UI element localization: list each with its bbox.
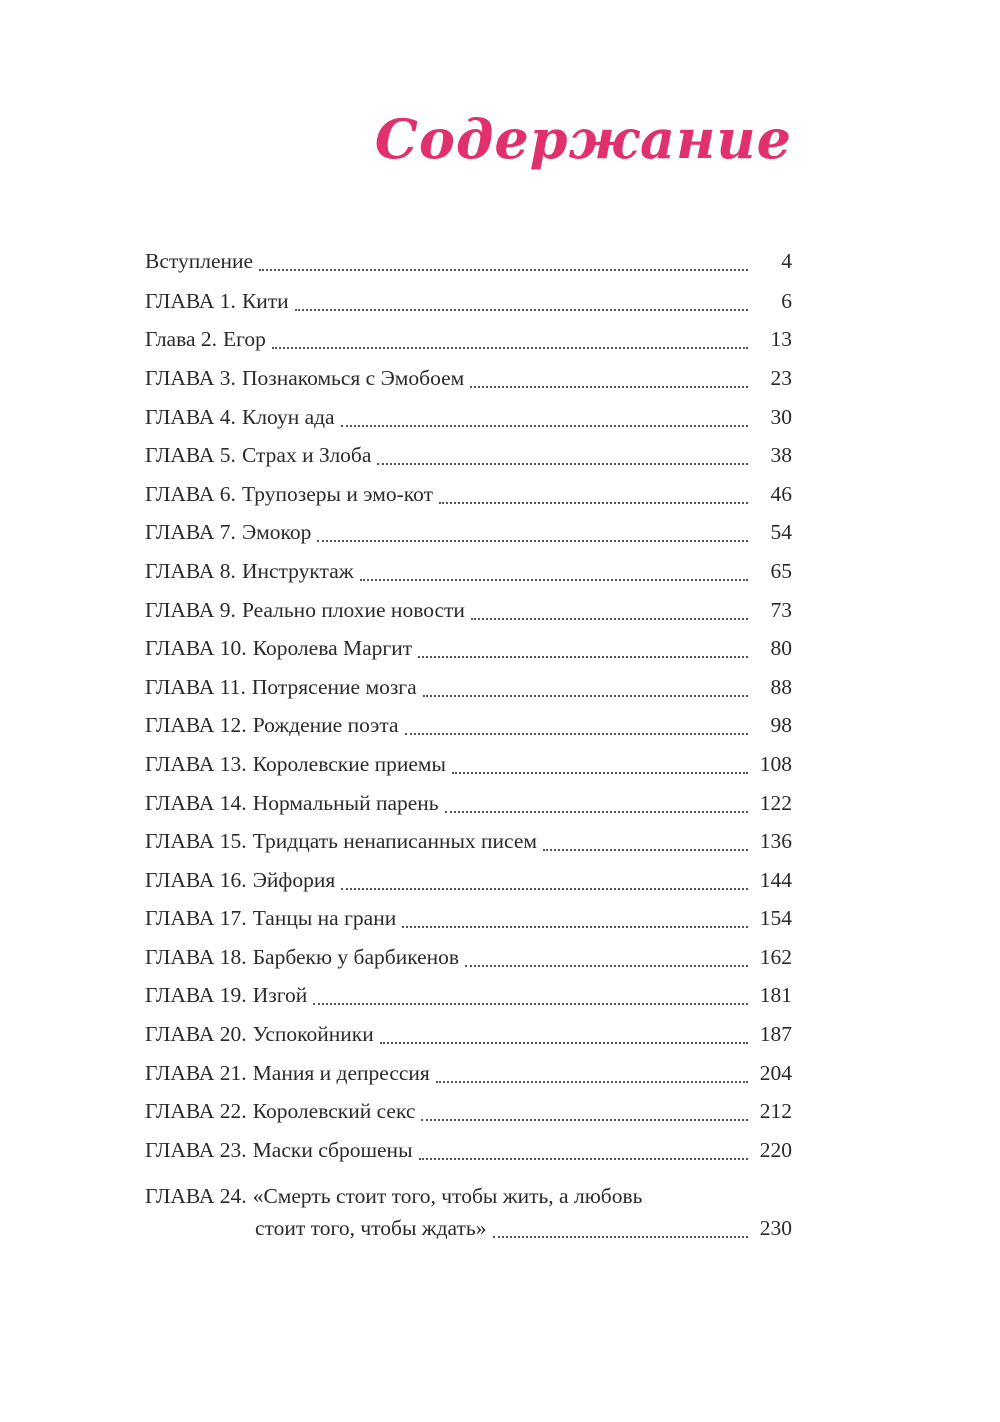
chapter-title: Тридцать ненаписанных писем [252, 829, 537, 854]
chapter-label [145, 366, 464, 391]
chapter-title: Успокойники [252, 1022, 374, 1047]
toc-entry-20[interactable] [145, 1015, 792, 1054]
chapter-number: ГЛАВА 4. [145, 404, 236, 429]
chapter-number: ГЛАВА 16. [145, 867, 247, 892]
page-number: 181 [759, 983, 792, 1008]
chapter-number: ГЛАВА 9. [145, 597, 236, 622]
chapter-number: ГЛАВА 13. [145, 751, 247, 776]
chapter-title: Рождение поэта [252, 713, 399, 738]
chapter-number: ГЛАВА 22. [145, 1099, 247, 1124]
chapter-title: Страх и Злоба [241, 443, 372, 468]
page-number: 212 [759, 1099, 792, 1124]
chapter-label [145, 675, 417, 700]
dot-leader [259, 248, 748, 271]
chapter-title: Трупозеры и эмо-кот [241, 481, 433, 506]
chapter-number: ГЛАВА 14. [145, 790, 247, 815]
chapter-title: Эйфория [252, 867, 336, 892]
chapter-number: ГЛАВА 5. [145, 443, 236, 468]
page-number: 187 [759, 1022, 792, 1047]
toc-entry-18[interactable] [145, 938, 792, 977]
chapter-title: Королева Маргит [252, 636, 413, 661]
chapter-label [145, 559, 354, 584]
toc-entry-24[interactable] [145, 1170, 792, 1246]
page-number: 136 [759, 829, 792, 854]
page-number: 154 [759, 906, 792, 931]
chapter-number: ГЛАВА 10. [145, 636, 247, 661]
chapter-label [145, 598, 465, 623]
page-number: 4 [781, 249, 792, 273]
chapter-label [145, 482, 433, 507]
chapter-title: Эмокор [241, 520, 312, 545]
page-number: 230 [759, 1216, 792, 1241]
dot-leader [360, 558, 748, 581]
chapter-title: Клоун ада [241, 404, 335, 429]
page-number: 23 [770, 365, 792, 390]
chapter-title: Королевский секс [252, 1099, 416, 1124]
chapter-number: ГЛАВА 24. [145, 1184, 247, 1209]
dot-leader [402, 905, 748, 928]
chapter-title: Королевские приемы [252, 751, 446, 776]
chapter-label [145, 868, 335, 893]
chapter-title: Барбекю у барбикенов [252, 944, 460, 969]
chapter-label [145, 405, 335, 430]
page-title: Содержание [374, 107, 792, 171]
dot-leader [341, 867, 748, 890]
page-number: 65 [770, 558, 792, 583]
chapter-title: Нормальный парень [252, 790, 439, 815]
toc-entry-13[interactable] [145, 745, 792, 784]
chapter-number: ГЛАВА 18. [145, 944, 247, 969]
page-number: 204 [759, 1060, 792, 1085]
dot-leader [436, 1060, 748, 1083]
chapter-number: ГЛАВА 1. [145, 288, 236, 313]
toc-entry-15[interactable] [145, 822, 792, 861]
chapter-title: Инструктаж [241, 558, 354, 583]
toc-entry-7[interactable] [145, 514, 792, 553]
chapter-number: ГЛАВА 11. [145, 674, 246, 699]
chapter-label [145, 752, 446, 777]
toc-entry-23[interactable] [145, 1131, 792, 1170]
chapter-title: Егор [223, 327, 266, 352]
page-number: 13 [770, 327, 792, 352]
dot-leader [380, 1021, 748, 1044]
dot-leader [313, 982, 748, 1005]
chapter-number: ГЛАВА 6. [145, 481, 236, 506]
dot-leader [543, 828, 748, 851]
chapter-number: ГЛАВА 3. [145, 365, 236, 390]
chapter-title: Потрясение мозга [251, 674, 417, 699]
chapter-label [145, 791, 439, 816]
chapter-label [145, 327, 266, 352]
chapter-label [145, 289, 289, 314]
chapter-number: ГЛАВА 17. [145, 906, 247, 931]
chapter-number: ГЛАВА 19. [145, 983, 247, 1008]
page-number: 80 [770, 636, 792, 661]
chapter-label [145, 713, 399, 738]
toc-entry-22[interactable] [145, 1092, 792, 1131]
page-number: 144 [759, 867, 792, 892]
page-number: 30 [770, 404, 792, 429]
chapter-title: Танцы на грани [252, 906, 397, 931]
dot-leader [470, 365, 748, 388]
dot-leader [341, 404, 748, 427]
toc-entry-1[interactable] [145, 282, 792, 321]
chapter-number: ГЛАВА 8. [145, 558, 236, 583]
chapter-number: ГЛАВА 20. [145, 1022, 247, 1047]
toc-entry-6[interactable] [145, 475, 792, 514]
chapter-label [145, 945, 459, 970]
page-number: 73 [770, 597, 792, 622]
chapter-label [145, 249, 253, 274]
chapter-label [145, 829, 537, 854]
dot-leader [419, 1137, 748, 1160]
toc-entry-4[interactable] [145, 398, 792, 437]
chapter-number: ГЛАВА 15. [145, 829, 247, 854]
page-number: 162 [759, 944, 792, 969]
toc-entry-16[interactable] [145, 861, 792, 900]
toc-entry-3[interactable] [145, 359, 792, 398]
chapter-label [145, 443, 371, 468]
dot-leader [421, 1098, 748, 1121]
chapter-number: ГЛАВА 7. [145, 520, 236, 545]
page-number: 46 [770, 481, 792, 506]
chapter-label [145, 1022, 374, 1047]
page-number: 122 [759, 790, 792, 815]
dot-leader [439, 481, 748, 504]
chapter-title: Мания и депрессия [252, 1060, 430, 1085]
page-number: 108 [759, 751, 792, 776]
chapter-number: Глава 2. [145, 327, 217, 352]
toc-entry-8[interactable] [145, 552, 792, 591]
page-number: 220 [759, 1137, 792, 1162]
chapter-label [145, 520, 311, 545]
chapter-label [145, 983, 307, 1008]
toc-entry-10[interactable] [145, 629, 792, 668]
page-number: 6 [781, 288, 792, 313]
chapter-label [145, 1138, 413, 1163]
page-number: 88 [770, 674, 792, 699]
chapter-title: Познакомься с Эмобоем [241, 365, 465, 390]
chapter-number: ГЛАВА 21. [145, 1060, 247, 1085]
dot-leader [445, 790, 748, 813]
dot-leader [272, 326, 748, 349]
dot-leader [295, 288, 748, 311]
dot-leader [452, 751, 748, 774]
chapter-label [145, 1061, 430, 1086]
dot-leader [405, 712, 748, 735]
page-number: 98 [770, 713, 792, 738]
chapter-label [145, 906, 396, 931]
toc-entry-5[interactable] [145, 436, 792, 475]
toc-entry-17[interactable] [145, 900, 792, 939]
chapter-title: Вступление [145, 249, 254, 273]
chapter-title: Кити [241, 288, 289, 313]
page-number: 38 [770, 443, 792, 468]
dot-leader [465, 944, 748, 967]
dot-leader [317, 519, 748, 542]
chapter-title: Изгой [252, 983, 308, 1008]
toc-entry-0[interactable] [145, 241, 792, 282]
toc-entry-19[interactable] [145, 977, 792, 1016]
toc-entry-11[interactable] [145, 668, 792, 707]
chapter-label [145, 636, 412, 661]
toc-entry-21[interactable] [145, 1054, 792, 1093]
toc-entry-14[interactable] [145, 784, 792, 823]
page-number: 54 [770, 520, 792, 545]
dot-leader [377, 442, 748, 465]
table-of-contents [145, 241, 792, 1246]
dot-leader [471, 597, 748, 620]
chapter-title-line-1: «Смерть стоит того, чтобы жить, а любовь [252, 1184, 643, 1209]
chapter-number: ГЛАВА 12. [145, 713, 247, 738]
dot-leader [493, 1215, 749, 1238]
toc-entry-2[interactable] [145, 321, 792, 360]
toc-entry-12[interactable] [145, 707, 792, 746]
dot-leader [418, 635, 748, 658]
chapter-number: ГЛАВА 23. [145, 1137, 247, 1162]
chapter-label [145, 1099, 415, 1124]
chapter-title-line-2: стоит того, чтобы ждать» [255, 1216, 487, 1241]
chapter-title: Маски сброшены [252, 1137, 413, 1162]
toc-entry-9[interactable] [145, 591, 792, 630]
dot-leader [423, 674, 748, 697]
chapter-title: Реально плохие новости [241, 597, 465, 622]
